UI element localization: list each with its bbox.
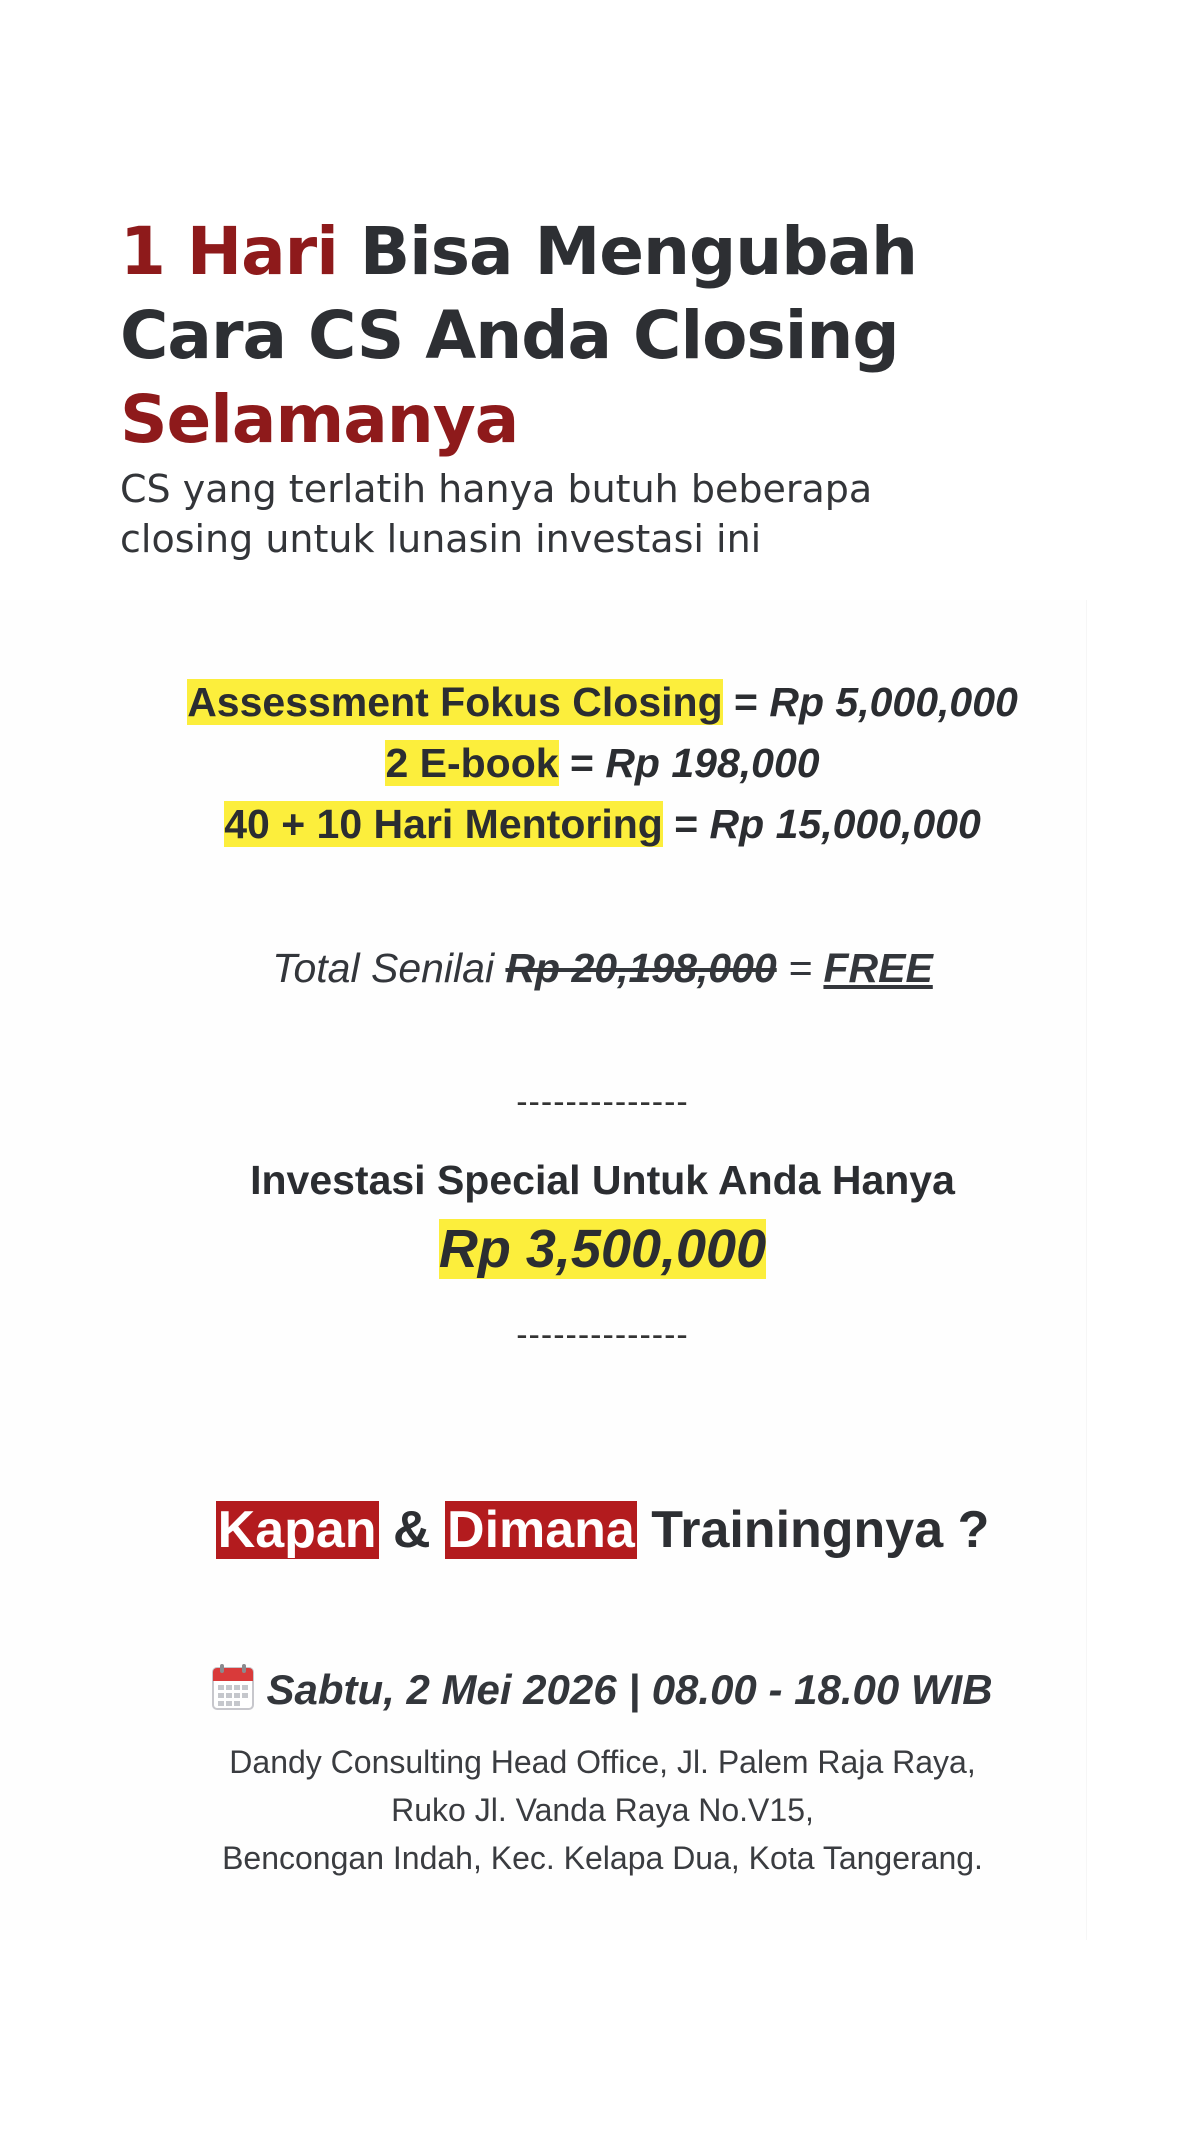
offer-item-price: Rp 15,000,000 — [709, 801, 981, 847]
schedule-heading-where: Dimana — [447, 1501, 635, 1559]
event-address — [0, 1738, 1200, 1882]
divider-bottom: -------------- — [516, 1316, 689, 1354]
headline-accent-1: 1 Hari — [120, 213, 338, 290]
event-date-text: Sabtu, 2 Mei 2026 | 08.00 - 18.00 WIB — [266, 1666, 993, 1713]
investment-price-wrap — [0, 1216, 1200, 1282]
offer-item-price: Rp 198,000 — [605, 740, 820, 786]
total-separator: = — [776, 945, 824, 991]
schedule-heading-when: Kapan — [217, 1501, 377, 1559]
investment-price: Rp 3,500,000 — [438, 1219, 767, 1279]
divider-top: -------------- — [516, 1083, 689, 1121]
offer-row — [0, 733, 1200, 794]
subheadline-line-2: closing untuk lunasin investasi ini — [120, 517, 762, 561]
offer-item-name: Assessment Fokus Closing — [187, 679, 723, 725]
offer-separator: = — [722, 679, 770, 725]
offer-row — [0, 794, 1200, 855]
schedule-heading-amp: & — [378, 1501, 446, 1559]
offer-list — [0, 672, 1200, 855]
offer-item-name: 2 E-book — [385, 740, 559, 786]
offer-separator: = — [662, 801, 710, 847]
total-value-line — [0, 940, 1200, 996]
schedule-heading-rest: Trainingnya ? — [636, 1501, 990, 1559]
event-date — [0, 1660, 1200, 1720]
offer-row — [0, 672, 1200, 733]
calendar-icon — [212, 1664, 254, 1710]
offer-separator: = — [558, 740, 606, 786]
page-headline — [120, 210, 1120, 462]
total-label: Total Senilai — [272, 945, 506, 991]
address-line: Ruko Jl. Vanda Raya No.V15, — [391, 1792, 814, 1828]
headline-text-2: Cara CS Anda Closing — [120, 297, 899, 374]
investment-label: Investasi Special Untuk Anda Hanya — [250, 1157, 955, 1203]
address-line: Dandy Consulting Head Office, Jl. Palem Raja Raya, — [229, 1744, 976, 1780]
offer-item-price: Rp 5,000,000 — [769, 679, 1018, 725]
headline-accent-2: Selamanya — [120, 381, 519, 458]
address-line: Bencongan Indah, Kec. Kelapa Dua, Kota Tangerang. — [222, 1840, 983, 1876]
schedule-heading — [0, 1496, 1200, 1564]
headline-text-1: Bisa Mengubah — [337, 213, 917, 290]
page-subheadline — [120, 464, 1020, 564]
offer-item-name: 40 + 10 Hari Mentoring — [224, 801, 663, 847]
total-free-label: FREE — [823, 945, 933, 991]
total-original-price: Rp 20,198,000 — [505, 945, 777, 991]
subheadline-line-1: CS yang terlatih hanya butuh beberapa — [120, 467, 873, 511]
